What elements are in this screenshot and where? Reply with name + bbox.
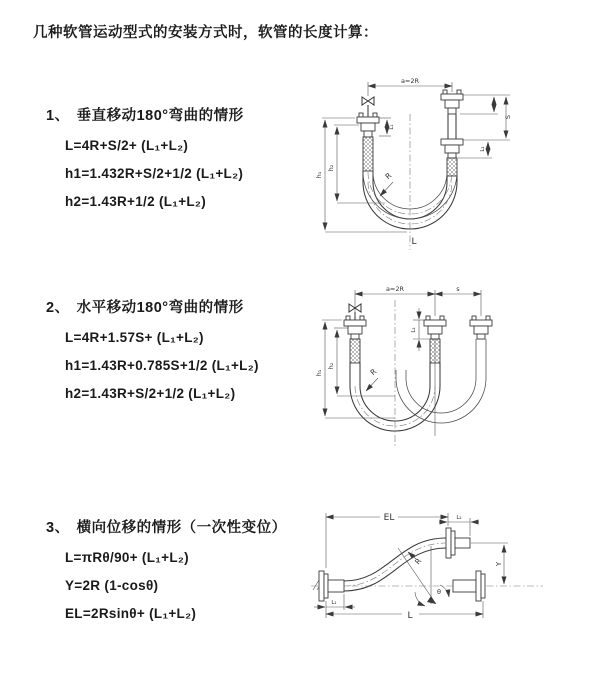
- dim-end2-label: L₂: [411, 327, 417, 333]
- section-heading-text: 垂直移动180°弯曲的情形: [76, 108, 244, 124]
- dim-el-label: EL: [383, 513, 395, 523]
- right-fitting: [441, 90, 463, 182]
- dim-end2-label: L₂: [456, 515, 462, 521]
- formula-line: h2=1.43R+1/2 (L₁+L₂): [65, 194, 207, 209]
- formula-line: EL=2Rsinθ+ (L₁+L₂): [65, 606, 197, 621]
- formula-block: [65, 324, 259, 408]
- diagram-lateral-offset-figure: [303, 500, 555, 650]
- section-heading-text: 水平移动180°弯曲的情形: [76, 300, 244, 316]
- formula-line: L=πRθ/90+ (L₁+L₂): [65, 550, 189, 565]
- left-fitting: [357, 113, 379, 182]
- radius-label: R: [412, 556, 424, 567]
- dim-length-label: L: [411, 237, 417, 247]
- dim-h1-label: h₁: [315, 171, 323, 179]
- section-horizontal-travel: [46, 296, 259, 408]
- hose-u-curves: [350, 370, 486, 431]
- valve-icon: [362, 97, 374, 105]
- u-bend-vertical-drawing: [310, 70, 540, 260]
- dim-h1-label: h₁: [315, 369, 323, 377]
- section-number: 1、: [46, 108, 70, 124]
- diagram-vertical-travel-figure: [310, 70, 540, 260]
- radius-label: R: [368, 366, 379, 378]
- angle-vertex-mark: [427, 596, 436, 604]
- dim-end1-label: L₁: [331, 600, 337, 606]
- dim-h2-label: h₂: [327, 164, 335, 172]
- formula-line: h2=1.43R+S/2+1/2 (L₁+L₂): [65, 386, 236, 401]
- formula-line: Y=2R (1-cosθ): [65, 578, 159, 593]
- radius-label: R: [383, 170, 394, 182]
- right-fitting: [470, 316, 492, 378]
- formula-block: [65, 544, 287, 628]
- dim-end2-label: L₂: [480, 146, 486, 152]
- section-heading: [46, 516, 287, 537]
- section-number: 3、: [46, 520, 70, 536]
- left-flange: [319, 571, 344, 601]
- right-flange-initial: [453, 571, 485, 601]
- formula-line: L=4R+S/2+ (L₁+L₂): [65, 138, 189, 153]
- section-heading-text: 横向位移的情形（一次性变位）: [76, 520, 287, 536]
- s-curve-offset-drawing: [303, 500, 555, 650]
- section-heading: [46, 296, 259, 317]
- dim-span-label: a=2R: [385, 285, 405, 293]
- dim-length-label: L: [407, 611, 413, 621]
- section-heading: [46, 104, 244, 125]
- formula-line: L=4R+1.57S+ (L₁+L₂): [65, 330, 204, 345]
- right-flange-displaced: [446, 528, 470, 558]
- section-lateral-offset: [46, 516, 287, 628]
- section-number: 2、: [46, 300, 70, 316]
- dim-end1-label: L₁: [389, 124, 395, 130]
- angle-label: θ: [437, 588, 441, 596]
- section-vertical-travel: [46, 104, 244, 216]
- dim-h2-label: h₂: [327, 362, 335, 370]
- dim-stroke-label: s: [456, 285, 460, 293]
- left-fitting: [344, 316, 366, 386]
- formula-line: h1=1.43R+0.785S+1/2 (L₁+L₂): [65, 358, 259, 373]
- u-bend-horizontal-drawing: [315, 278, 545, 460]
- formula-line: h1=1.432R+S/2+1/2 (L₁+L₂): [65, 166, 244, 181]
- dim-stroke-label: S: [504, 114, 512, 120]
- page-title: 几种软管运动型式的安装方式时，软管的长度计算：: [33, 25, 378, 41]
- dim-offset-label: Y: [495, 561, 503, 567]
- formula-block: [65, 132, 244, 216]
- diagram-horizontal-travel-figure: [315, 278, 545, 460]
- dim-span-label: a=2R: [400, 77, 420, 85]
